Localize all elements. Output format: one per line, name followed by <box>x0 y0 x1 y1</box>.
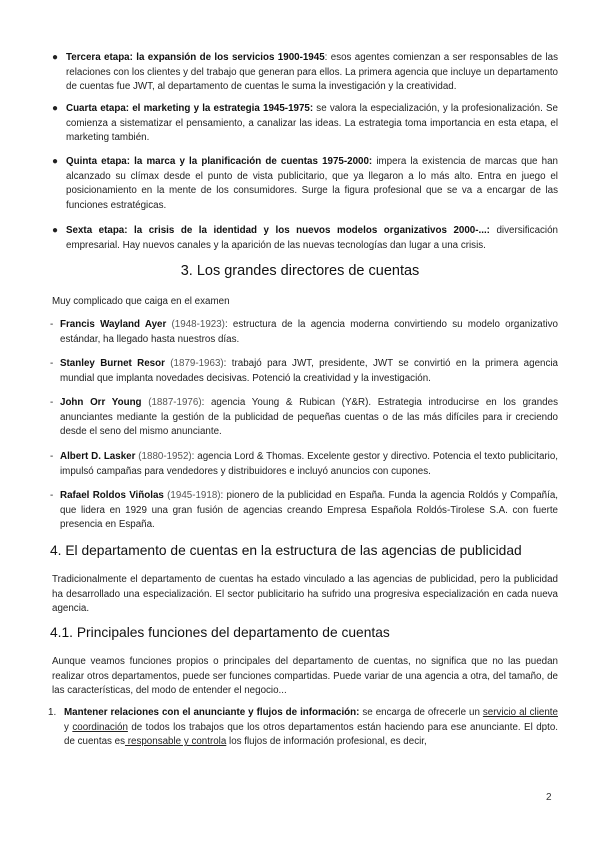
stage-item <box>52 51 558 95</box>
director-text: : estructura de la agencia moderna convirtiendo su modelo organizativo estándar, ha llegado hasta nuestros días. <box>60 319 558 345</box>
stage-title: Cuarta etapa: el marketing y la estrategia 1945-1975: <box>66 103 314 114</box>
stage-text: : esos agentes comienzan a ser responsables de las relaciones con los clientes y del trabajo que generan para ellos. La primera agencia que incluye un departamento de cuentas fue JWT, al departamento de cuentas le suma la investigación y la creatividad. <box>66 52 558 93</box>
stage-title: Quinta etapa: la marca y la planificación de cuentas 1975-2000: <box>66 156 373 167</box>
bullet-icon: ● <box>52 225 59 236</box>
dash-marker: - <box>50 319 54 330</box>
function-title: Mantener relaciones con el anunciante y flujos de información: <box>64 707 360 718</box>
director-item <box>50 396 558 440</box>
dash-marker: - <box>50 358 54 369</box>
bullet-icon: ● <box>52 52 59 63</box>
director-name: Stanley Burnet Resor <box>60 358 165 369</box>
section-intro: Tradicionalmente el departamento de cuentas ha estado vinculado a las agencias de publicidad, pero la publicidad ha desarrollado una especialización. El sector publicitario ha sufrido una progresiva especialización en cada nueva agencia. <box>52 574 558 615</box>
director-name: Albert D. Lasker <box>60 451 136 462</box>
function-text: se encarga de ofrecerle un <box>359 707 483 718</box>
subsection-heading: 4.1. Principales funciones del departamento de cuentas <box>50 625 390 640</box>
director-item <box>50 318 558 347</box>
director-dates: (1879-1963) <box>164 358 224 369</box>
page-number: 2 <box>546 792 552 803</box>
director-dates: (1948-1923) <box>166 319 225 330</box>
item-number: 1. <box>48 707 57 718</box>
director-item <box>50 357 558 386</box>
dash-marker: - <box>50 397 54 408</box>
section-heading: 3. Los grandes directores de cuentas <box>180 263 420 279</box>
underlined-text: servicio al cliente <box>482 707 558 718</box>
function-text: los flujos de información profesional, es decir, <box>226 736 427 748</box>
bullet-icon: ● <box>52 156 59 167</box>
director-item <box>50 489 558 533</box>
director-text: : agencia Young & Rubican (Y&R). Estrategia introducirse en los grandes anunciantes mediante la gestión de la publicidad de pequeñas cuentas o de las más difíciles para ir creciendo desde el seno del mismo anunciante. <box>60 397 558 438</box>
director-text: : agencia Lord & Thomas. Excelente gestor y directivo. Potencia el texto publicitario, impulsó campañas para vendedores y distribuidores e incluyó anuncios con cupones. <box>60 451 558 477</box>
function-item <box>48 706 558 750</box>
bullet-icon: ● <box>52 103 59 114</box>
dash-marker: - <box>50 451 54 462</box>
function-text: y <box>64 721 73 733</box>
stage-item <box>52 102 558 146</box>
director-dates: (1945-1918) <box>163 490 221 501</box>
section-heading: 4. El departamento de cuentas en la estructura de las agencias de publicidad <box>50 543 522 558</box>
stage-text: se valora la especialización, y la profesionalización. Se comienza a sistematizar el pensamiento, a canalizar las ideas. La estrategia toma importancia en esta etapa, el marketing también. <box>66 103 558 144</box>
underlined-text: responsable y controla <box>125 736 227 748</box>
director-dates: (1880-1952) <box>135 451 192 462</box>
director-text: : trabajó para JWT, presidente, JWT se convirtió en la primera agencia mundial que implanta novedades decisivas. Potenció la creatividad y la investigación. <box>60 358 558 384</box>
director-name: John Orr Young <box>60 397 142 408</box>
director-dates: (1887-1976) <box>141 397 202 408</box>
director-name: Francis Wayland Ayer <box>60 319 167 330</box>
subsection-intro: Aunque veamos funciones propios o principales del departamento de cuentas, no significa que no las puedan realizar otros departamentos, puede ser funciones compartidas. Puede variar de una agencia a otra, del tamaño, de las características, del modo de entender el negocio... <box>52 656 558 697</box>
stage-text: diversificación empresarial. Hay nuevos canales y la aparición de las nuevas tecnologías dan lugar a una crisis. <box>66 225 558 251</box>
dash-marker: - <box>50 490 54 501</box>
stage-item <box>52 224 558 253</box>
director-item <box>50 450 558 479</box>
section-note: Muy complicado que caiga en el examen <box>52 296 230 307</box>
stage-title: Tercera etapa: la expansión de los servicios 1900-1945 <box>66 52 325 63</box>
stage-title: Sexta etapa: la crisis de la identidad y los nuevos modelos organizativos 2000-...: <box>66 225 490 236</box>
director-name: Rafael Roldos Viñolas <box>60 490 164 501</box>
function-text: de todos los trabajos que los otros departamentos están haciendo para ese anunciante. El dpto. de cuentas es <box>64 721 558 748</box>
underlined-text: coordinación <box>72 721 128 733</box>
stage-text: impera la existencia de marcas que han alcanzado su clímax desde el punto de vista publicitario, que ya llegaron a lo más alto. Entra en juego el posicionamiento en la mente de los consumidores. Surge la figura profesional que se va a encargar de las funciones estratégicas. <box>66 156 558 211</box>
stage-item <box>52 155 558 213</box>
director-text: : pionero de la publicidad en España. Funda la agencia Roldós y Compañía, que lidera en 1929 una gran fusión de agencias creando Empresa Española Roldós-Tirolese S.A. con fuerte presencia en España. <box>60 490 558 531</box>
